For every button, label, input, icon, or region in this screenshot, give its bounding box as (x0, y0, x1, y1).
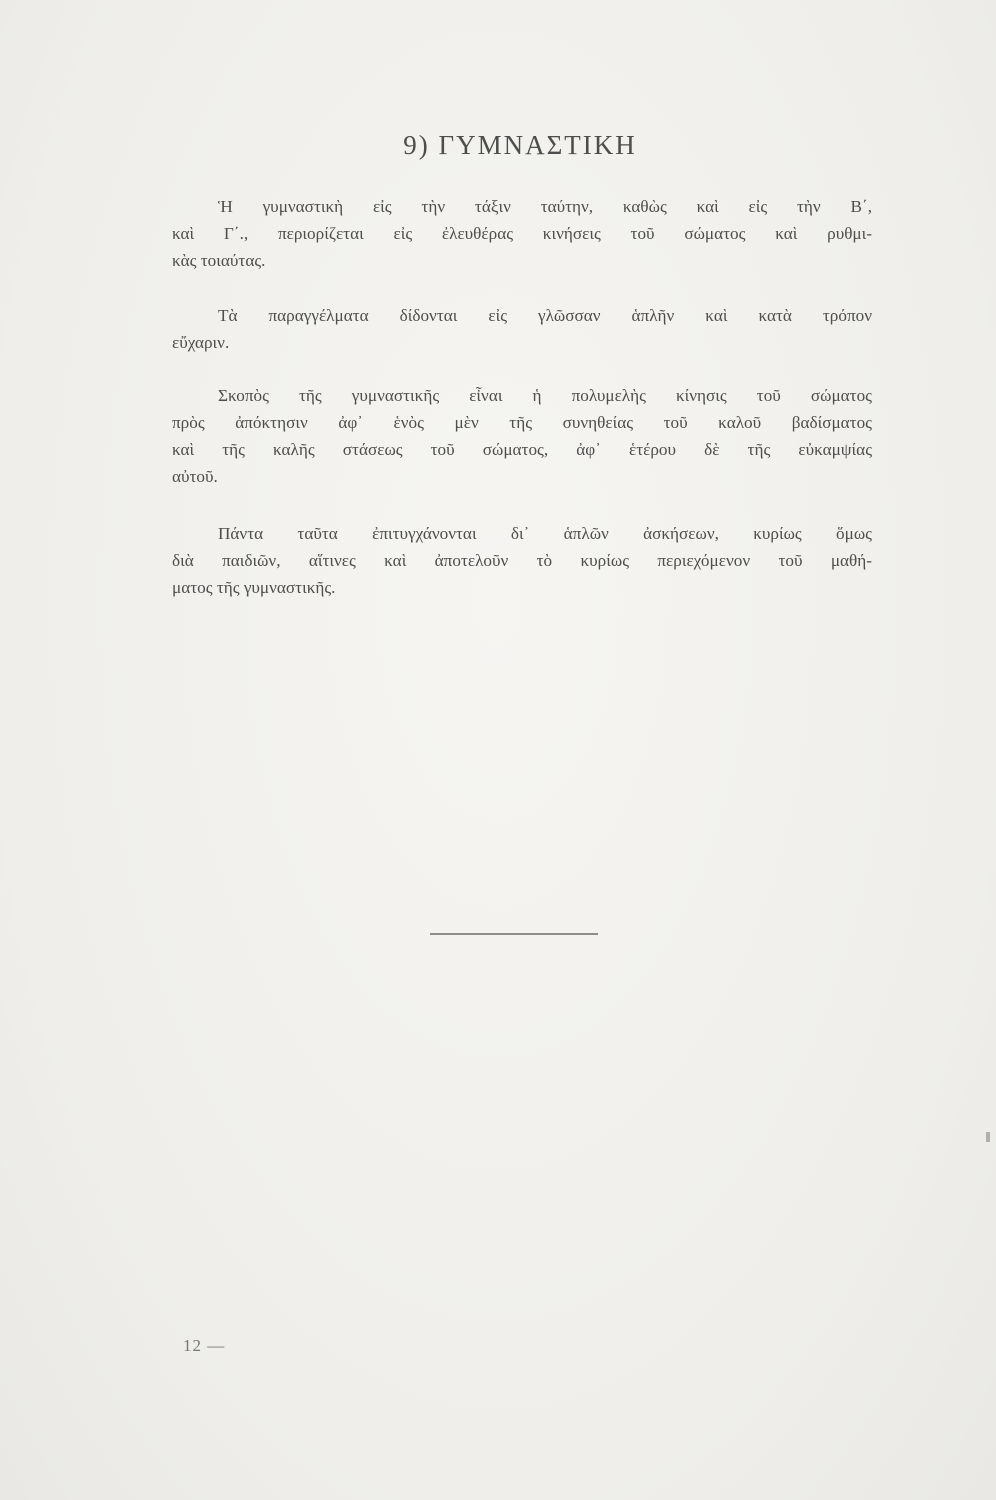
paragraph-line: κὰς τοιαύτας. (172, 251, 266, 270)
paragraph-2 (172, 302, 872, 356)
paragraph-1 (172, 193, 872, 274)
paragraph-line: Ἡ γυμναστικὴ εἰς τὴν τάξιν ταύτην, καθὼς καὶ εἰς τὴν Β΄, (218, 197, 872, 216)
paragraph-line: καὶ Γ΄., περιορίζεται εἰς ἐλευθέρας κινήσεις τοῦ σώματος καὶ ρυθμι- (172, 224, 872, 243)
paragraph-line: ματος τῆς γυμναστικῆς. (172, 578, 336, 597)
paragraph-line: διὰ παιδιῶν, αἵτινες καὶ ἀποτελοῦν τὸ κυρίως περιεχόμενον τοῦ μαθή- (172, 551, 872, 570)
paragraph-line: Σκοπὸς τῆς γυμναστικῆς εἶναι ἡ πολυμελὴς κίνησις τοῦ σώματος (218, 386, 872, 405)
paragraph-3 (172, 382, 872, 490)
scan-edge-mark (986, 1132, 990, 1142)
paragraph-line: Τὰ παραγγέλματα δίδονται εἰς γλῶσσαν ἁπλῆν καὶ κατὰ τρόπον (218, 306, 872, 325)
paragraph-4 (172, 520, 872, 601)
paragraph-line: καὶ τῆς καλῆς στάσεως τοῦ σώματος, ἀφ᾽ ἑτέρου δὲ τῆς εὐκαμψίας (172, 440, 872, 459)
section-divider (430, 933, 598, 935)
page-number: 12 — (183, 1336, 226, 1355)
paragraph-line: Πάντα ταῦτα ἐπιτυγχάνονται δι᾽ ἁπλῶν ἀσκήσεων, κυρίως ὅμως (218, 524, 872, 543)
paragraph-line: πρὸς ἀπόκτησιν ἀφ᾽ ἑνὸς μὲν τῆς συνηθείας τοῦ καλοῦ βαδίσματος (172, 413, 872, 432)
section-heading: 9) ΓΥΜΝΑΣΤΙΚΗ (403, 130, 637, 160)
paragraph-line: εὔχαριν. (172, 333, 230, 352)
paragraph-line: αὐτοῦ. (172, 467, 218, 486)
